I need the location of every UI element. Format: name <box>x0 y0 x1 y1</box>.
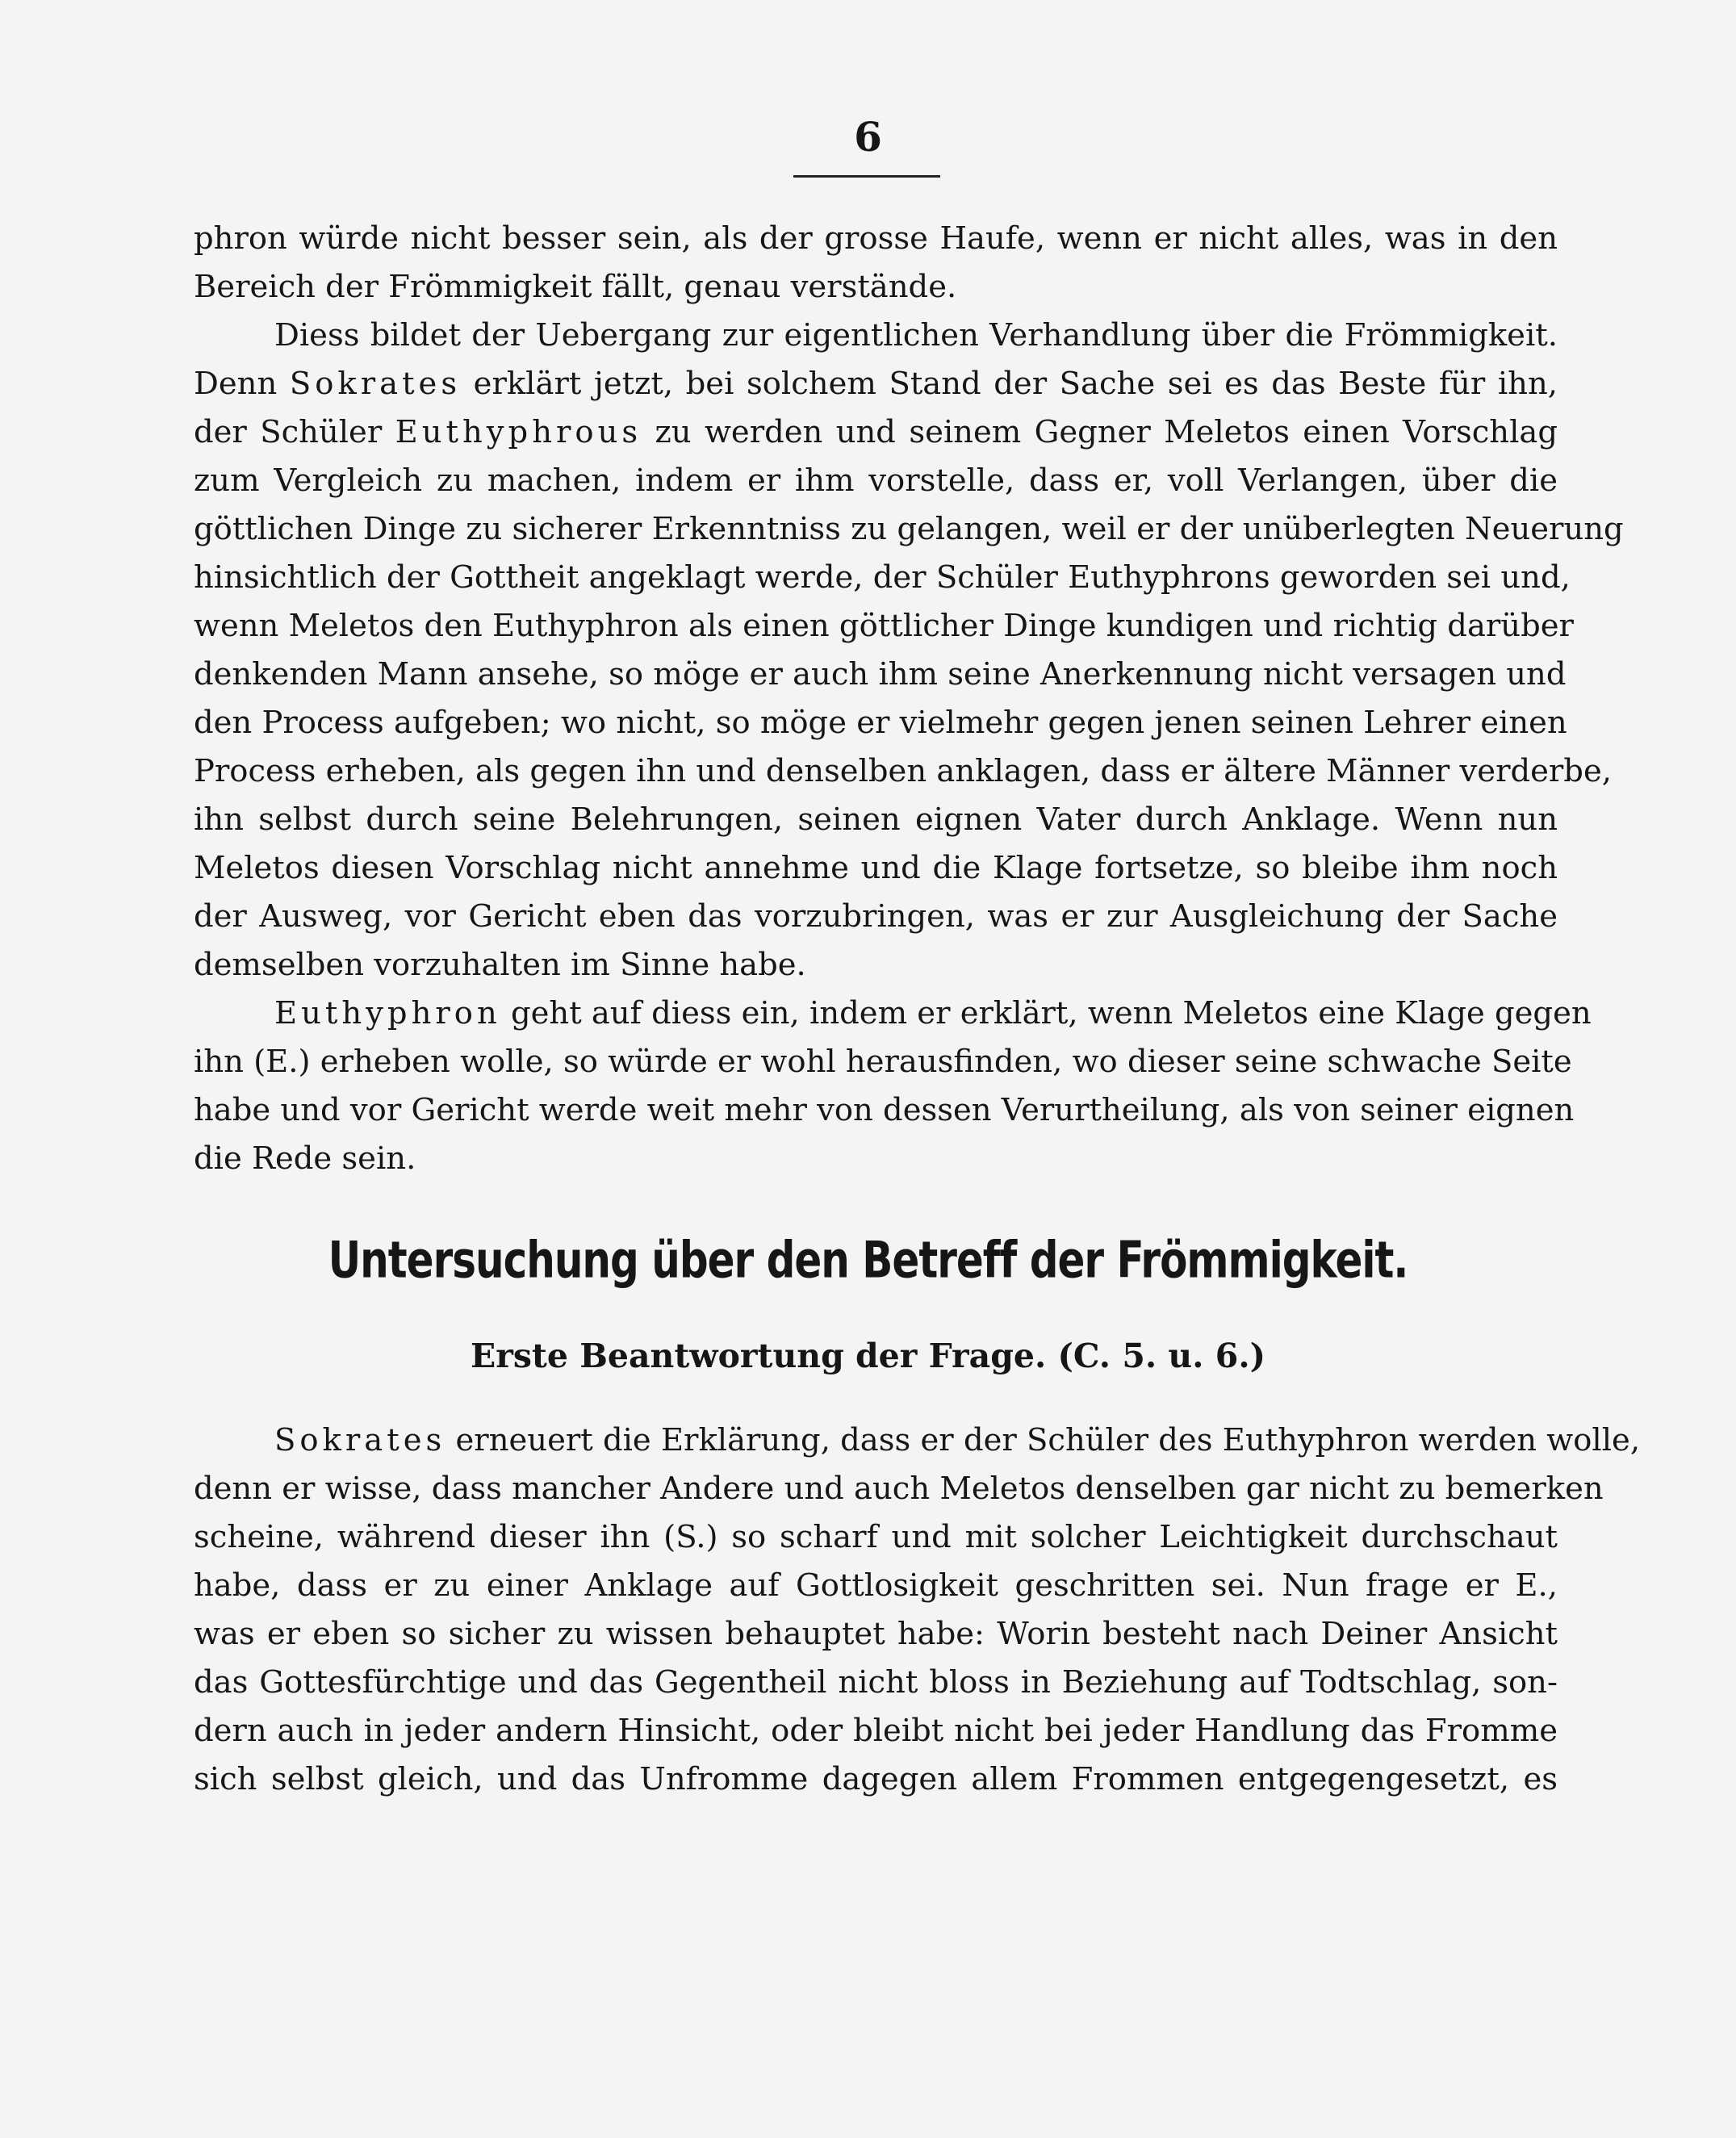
text-line: demselben vorzuhalten im Sinne habe. <box>194 947 806 983</box>
emphasized-name: Euthyphrous <box>395 414 642 450</box>
text-line: der Schüler Euthyphrous zu werden und seinem Gegner Meletos einen Vorschlag <box>194 414 1558 450</box>
text-line: Meletos diesen Vorschlag nicht annehme und die Klage fortsetze, so bleibe ihm noch <box>194 850 1558 886</box>
text-line: habe, dass er zu einer Anklage auf Gottlosigkeit geschritten sei. Nun frage er E., <box>194 1567 1558 1604</box>
text-line: Bereich der Frömmigkeit fällt, genau verstände. <box>194 269 957 305</box>
text-line: Process erheben, als gegen ihn und denselben anklagen, dass er ältere Männer verderbe, <box>194 753 1612 789</box>
text-line: phron würde nicht besser sein, als der grosse Haufe, wenn er nicht alles, was in den <box>194 220 1558 257</box>
section-subheading: Erste Beantwortung der Frage. (C. 5. u. 6.) <box>470 1337 1265 1375</box>
text-line: dern auch in jeder andern Hinsicht, oder bleibt nicht bei jeder Handlung das Fromme <box>194 1713 1558 1749</box>
emphasized-name: Euthyphron <box>274 995 501 1031</box>
text-line: ihn (E.) erheben wolle, so würde er wohl herausfinden, wo dieser seine schwache Seite <box>194 1044 1572 1080</box>
text-line: Diess bildet der Uebergang zur eigentlichen Verhandlung über die Frömmigkeit. <box>274 317 1558 354</box>
text-line: Denn Sokrates erklärt jetzt, bei solchem Stand der Sache sei es das Beste für ihn, <box>194 366 1558 402</box>
text-line: denn er wisse, dass mancher Andere und auch Meletos denselben gar nicht zu bemerken <box>194 1471 1604 1507</box>
text-line: was er eben so sicher zu wissen behauptet habe: Worin besteht nach Deiner Ansicht <box>194 1616 1558 1652</box>
emphasized-name: Sokrates <box>289 366 462 402</box>
text-line: habe und vor Gericht werde weit mehr von dessen Verurtheilung, als von seiner eignen <box>194 1092 1575 1128</box>
text-line: den Process aufgeben; wo nicht, so möge er vielmehr gegen jenen seinen Lehrer einen <box>194 705 1567 741</box>
text-line: sich selbst gleich, und das Unfromme dagegen allem Frommen entgegengesetzt, es <box>194 1761 1558 1797</box>
page-number: 6 <box>854 113 882 161</box>
text-line: denkenden Mann ansehe, so möge er auch ihm seine Anerkennung nicht versagen und <box>194 656 1567 692</box>
text-line: Sokrates erneuert die Erklärung, dass er der Schüler des Euthyphron werden wolle, <box>274 1422 1641 1458</box>
text-line: hinsichtlich der Gottheit angeklagt werde, der Schüler Euthyphrons geworden sei und, <box>194 559 1571 596</box>
section-heading: Untersuchung über den Betreff der Frömmigkeit. <box>328 1230 1408 1290</box>
text-line: der Ausweg, vor Gericht eben das vorzubringen, was er zur Ausgleichung der Sache <box>194 898 1558 935</box>
text-line: das Gottesfürchtige und das Gegentheil nicht bloss in Beziehung auf Todtschlag, son- <box>194 1664 1558 1701</box>
text-line: scheine, während dieser ihn (S.) so scharf und mit solcher Leichtigkeit durchschaut <box>194 1519 1558 1555</box>
text-line: Euthyphron geht auf diess ein, indem er erklärt, wenn Meletos eine Klage gegen <box>274 995 1592 1031</box>
text-line: wenn Meletos den Euthyphron als einen göttlicher Dinge kundigen und richtig darüber <box>194 608 1574 644</box>
text-line: ihn selbst durch seine Belehrungen, seinen eignen Vater durch Anklage. Wenn nun <box>194 801 1558 838</box>
text-line: zum Vergleich zu machen, indem er ihm vorstelle, dass er, voll Verlangen, über die <box>194 462 1558 499</box>
text-line: göttlichen Dinge zu sicherer Erkenntniss zu gelangen, weil er der unüberlegten Neuerung <box>194 511 1624 547</box>
page-number-rule <box>793 175 940 178</box>
emphasized-name: Sokrates <box>274 1422 446 1458</box>
text-line: die Rede sein. <box>194 1140 416 1177</box>
